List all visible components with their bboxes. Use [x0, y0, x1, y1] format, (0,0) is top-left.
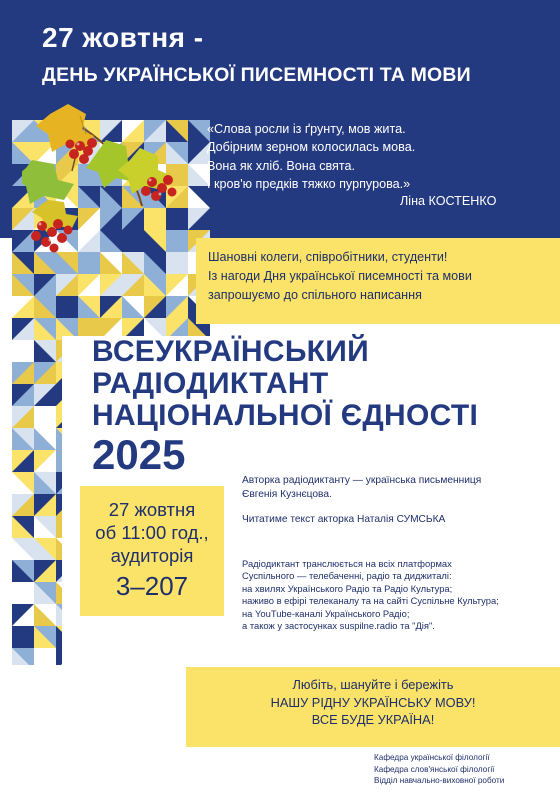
quote-author: Ліна КОСТЕНКО: [400, 194, 497, 208]
broadcast-line: наживо в ефірі телеканалу та на сайті Суспільне Культура;: [242, 595, 499, 607]
viburnum-branch-icon: [22, 96, 210, 266]
event-title-line: ВСЕУКРАЇНСЬКИЙ: [92, 335, 370, 368]
broadcast-line: на хвилях Українського Радіо та Радіо Культура;: [242, 582, 453, 594]
event-title-line: РАДІОДИКТАНТ: [92, 367, 329, 400]
room-label: аудиторія: [110, 545, 194, 566]
invite-line: запрошуємо до спільного написання: [208, 288, 422, 302]
page-subtitle: ДЕНЬ УКРАЇНСЬКОЇ ПИСЕМНОСТІ ТА МОВИ: [42, 64, 471, 86]
event-title: [92, 336, 478, 478]
slogan-line: Любіть, шануйте і бережіть: [292, 677, 454, 692]
invite-line: Із нагоди Дня української писемності та мови: [208, 269, 472, 283]
date-details: [80, 498, 224, 603]
quote-line: І кров'ю предків тяжко пурпурова.»: [207, 176, 411, 191]
broadcast-info: [242, 558, 499, 632]
quote-line: «Слова росли із ґрунту, мов жита.: [207, 122, 406, 136]
event-year: 2025: [92, 431, 186, 478]
slogan-line: ВСЕ БУДЕ УКРАЇНА!: [311, 712, 435, 727]
time-line: об 11:00 год.,: [95, 522, 209, 543]
broadcast-line: Суспільного — телебаченні, радіо та диджиталі:: [242, 570, 452, 582]
slogan: [186, 676, 560, 729]
invitation-text: [208, 248, 472, 305]
department-name: Кафедра української філології: [374, 753, 490, 762]
event-title-line: НАЦІОНАЛЬНОЇ ЄДНОСТІ: [92, 399, 479, 432]
date-line: 27 жовтня: [108, 499, 196, 520]
author-line: Авторка радіодиктанту — українська письменниця: [242, 475, 482, 486]
author-info: [242, 474, 481, 527]
broadcast-line: Радіодиктант транслюється на всіх платформах: [242, 558, 452, 569]
slogan-line: НАШУ РІДНУ УКРАЇНСЬКУ МОВУ!: [270, 694, 476, 710]
broadcast-line: на YouTube-каналі Українського Радіо;: [242, 607, 410, 619]
department-list: [374, 752, 504, 787]
reader-line: Читатиме текст акторка Наталія СУМСЬКА: [242, 514, 446, 525]
poem-quote: [207, 120, 552, 193]
page-title: 27 жовтня -: [42, 22, 204, 53]
invite-line: Шановні колеги, співробітники, студенти!: [208, 250, 448, 264]
author-line: Євгенія Кузнєцова.: [242, 488, 332, 500]
department-name: Кафедра слов'янської філології: [374, 764, 495, 774]
room-number: 3–207: [115, 571, 189, 601]
quote-line: Вона як хліб. Вона свята.: [207, 158, 356, 173]
quote-line: Добірним зерном колосилась мова.: [207, 140, 416, 155]
broadcast-line: а також у застосунках suspilne.radio та "Дія".: [242, 620, 435, 632]
department-name: Відділ навчально-виховної роботи: [374, 776, 505, 786]
